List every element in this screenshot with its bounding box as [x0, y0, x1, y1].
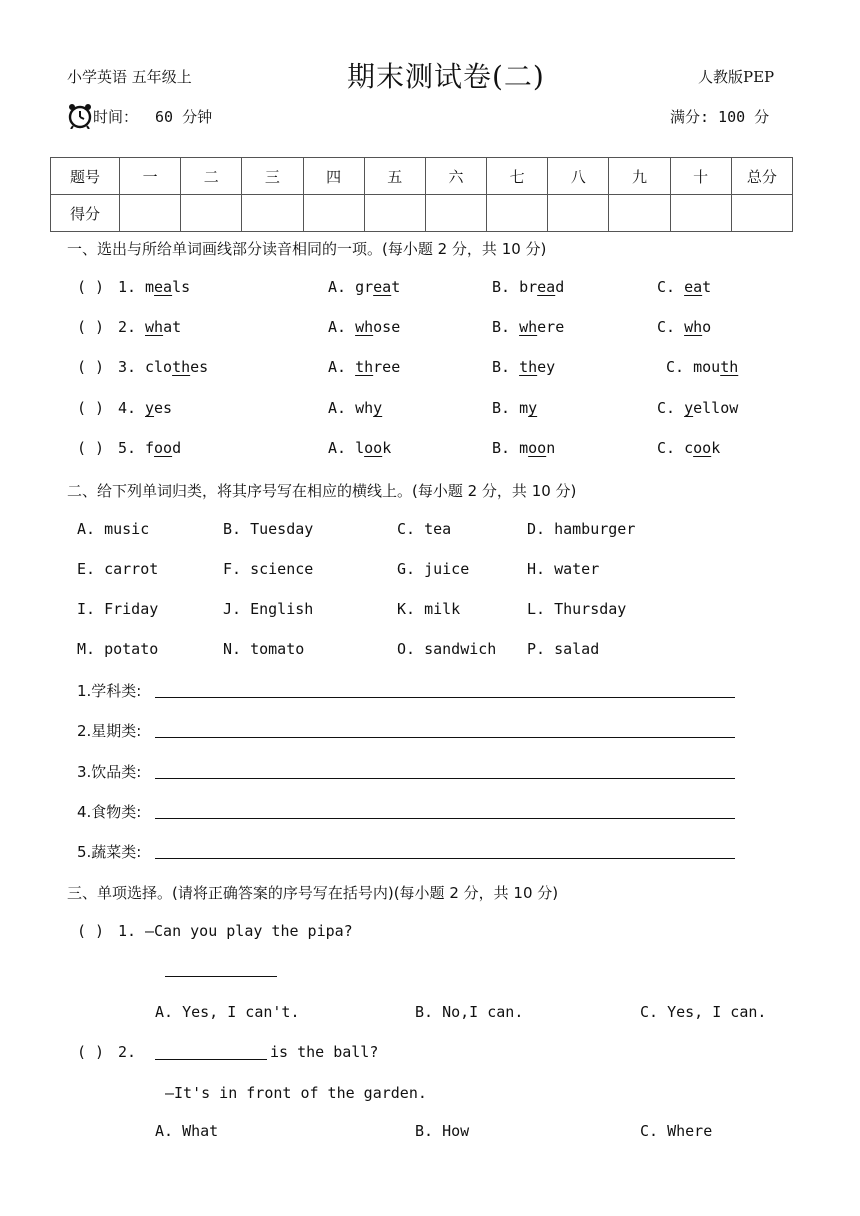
category-label: 1.学科类:: [77, 682, 142, 700]
time-label: 时间：: [93, 108, 139, 126]
word-bank-item: C. tea: [397, 520, 452, 538]
edition-label: 人教版PEP: [698, 68, 775, 86]
answer-paren[interactable]: ( ): [77, 278, 105, 296]
option-b: B. moon: [492, 439, 556, 457]
table-cell: 一: [120, 158, 181, 195]
word-bank-item: A. music: [77, 520, 150, 538]
option-a: A. three: [328, 358, 401, 376]
option-b: B. my: [492, 399, 538, 417]
category-answer-line[interactable]: [155, 858, 735, 859]
word-bank-item: P. salad: [527, 640, 600, 658]
question-word: food: [145, 439, 182, 457]
category-label: 4.食物类:: [77, 803, 142, 821]
option-c: C. who: [657, 318, 712, 336]
category-label: 5.蔬菜类:: [77, 843, 142, 861]
score-input-cell[interactable]: [487, 195, 548, 232]
question-number: 2.: [118, 318, 137, 336]
word-bank-item: J. English: [223, 600, 314, 618]
option-a: A. whose: [328, 318, 401, 336]
q1-number: 1.: [118, 922, 137, 940]
word-bank-item: E. carrot: [77, 560, 159, 578]
word-bank-item: M. potato: [77, 640, 159, 658]
section3-heading: 三、单项选择。(请将正确答案的序号写在括号内)(每小题 2 分，共 10 分): [67, 884, 559, 902]
q1-option-c: C. Yes, I can.: [640, 1003, 767, 1021]
q2-option-a: A. What: [155, 1122, 219, 1140]
category-label: 2.星期类:: [77, 722, 142, 740]
answer-paren[interactable]: ( ): [77, 399, 105, 417]
table-cell: 七: [487, 158, 548, 195]
score-input-cell[interactable]: [425, 195, 486, 232]
table-cell: 十: [670, 158, 731, 195]
table-cell: 六: [425, 158, 486, 195]
table-cell: 三: [242, 158, 303, 195]
answer-paren[interactable]: ( ): [77, 439, 105, 457]
q2-answer-paren[interactable]: ( ): [77, 1043, 105, 1061]
word-bank-item: H. water: [527, 560, 600, 578]
question-word: clothes: [145, 358, 209, 376]
alarm-clock-icon: [67, 103, 93, 129]
score-input-cell[interactable]: [731, 195, 792, 232]
section1-heading: 一、选出与所给单词画线部分读音相同的一项。(每小题 2 分，共 10 分): [67, 240, 547, 258]
q2-option-c: C. Where: [640, 1122, 713, 1140]
score-input-cell[interactable]: [181, 195, 242, 232]
page-title: 期末测试卷(二): [347, 60, 545, 93]
q2-reply: —It's in front of the garden.: [165, 1084, 427, 1102]
option-c: C. mouth: [666, 358, 739, 376]
score-input-cell[interactable]: [303, 195, 364, 232]
word-bank-item: F. science: [223, 560, 314, 578]
question-number: 3.: [118, 358, 137, 376]
option-c: C. eat: [657, 278, 712, 296]
subject-label: 小学英语 五年级上: [67, 68, 192, 86]
answer-paren[interactable]: ( ): [77, 358, 105, 376]
table-cell: 二: [181, 158, 242, 195]
category-label: 3.饮品类:: [77, 763, 142, 781]
score-input-cell[interactable]: [364, 195, 425, 232]
category-answer-line[interactable]: [155, 818, 735, 819]
option-a: A. look: [328, 439, 392, 457]
category-answer-line[interactable]: [155, 737, 735, 738]
question-word: yes: [145, 399, 173, 417]
word-bank-item: O. sandwich: [397, 640, 497, 658]
q1-answer-blank[interactable]: [165, 976, 277, 977]
option-b: B. where: [492, 318, 565, 336]
word-bank-item: N. tomato: [223, 640, 305, 658]
table-cell: 得分: [51, 195, 120, 232]
section2-heading: 二、给下列单词归类，将其序号写在相应的横线上。(每小题 2 分，共 10 分): [67, 482, 577, 500]
category-answer-line[interactable]: [155, 778, 735, 779]
score-input-cell[interactable]: [242, 195, 303, 232]
q2-text: is the ball?: [270, 1043, 379, 1061]
q1-option-b: B. No,I can.: [415, 1003, 524, 1021]
q1-option-a: A. Yes, I can't.: [155, 1003, 300, 1021]
question-number: 5.: [118, 439, 137, 457]
score-input-cell[interactable]: [609, 195, 670, 232]
table-cell: 五: [364, 158, 425, 195]
question-number: 4.: [118, 399, 137, 417]
table-cell: 八: [548, 158, 609, 195]
q2-number: 2.: [118, 1043, 137, 1061]
q2-option-b: B. How: [415, 1122, 470, 1140]
q1-answer-paren[interactable]: ( ): [77, 922, 105, 940]
score-table: [50, 157, 793, 232]
word-bank-item: B. Tuesday: [223, 520, 314, 538]
score-total-label: 满分: 100 分: [670, 108, 770, 126]
table-cell: 四: [303, 158, 364, 195]
table-cell: 题号: [51, 158, 120, 195]
score-table-score-row: [51, 195, 793, 232]
word-bank-item: L. Thursday: [527, 600, 627, 618]
q1-text: —Can you play the pipa?: [145, 922, 353, 940]
word-bank-item: D. hamburger: [527, 520, 636, 538]
option-b: B. they: [492, 358, 556, 376]
option-c: C. yellow: [657, 399, 739, 417]
q2-answer-blank[interactable]: [155, 1059, 267, 1060]
time-value: 60 分钟: [155, 108, 213, 126]
score-table-header-row: [51, 158, 793, 195]
word-bank-item: I. Friday: [77, 600, 159, 618]
question-number: 1.: [118, 278, 137, 296]
answer-paren[interactable]: ( ): [77, 318, 105, 336]
word-bank-item: G. juice: [397, 560, 470, 578]
category-answer-line[interactable]: [155, 697, 735, 698]
score-input-cell[interactable]: [548, 195, 609, 232]
option-b: B. bread: [492, 278, 565, 296]
option-c: C. cook: [657, 439, 721, 457]
question-word: what: [145, 318, 182, 336]
table-cell: 总分: [731, 158, 792, 195]
question-word: meals: [145, 278, 191, 296]
table-cell: 九: [609, 158, 670, 195]
score-input-cell[interactable]: [670, 195, 731, 232]
score-input-cell[interactable]: [120, 195, 181, 232]
option-a: A. why: [328, 399, 383, 417]
option-a: A. great: [328, 278, 401, 296]
word-bank-item: K. milk: [397, 600, 461, 618]
